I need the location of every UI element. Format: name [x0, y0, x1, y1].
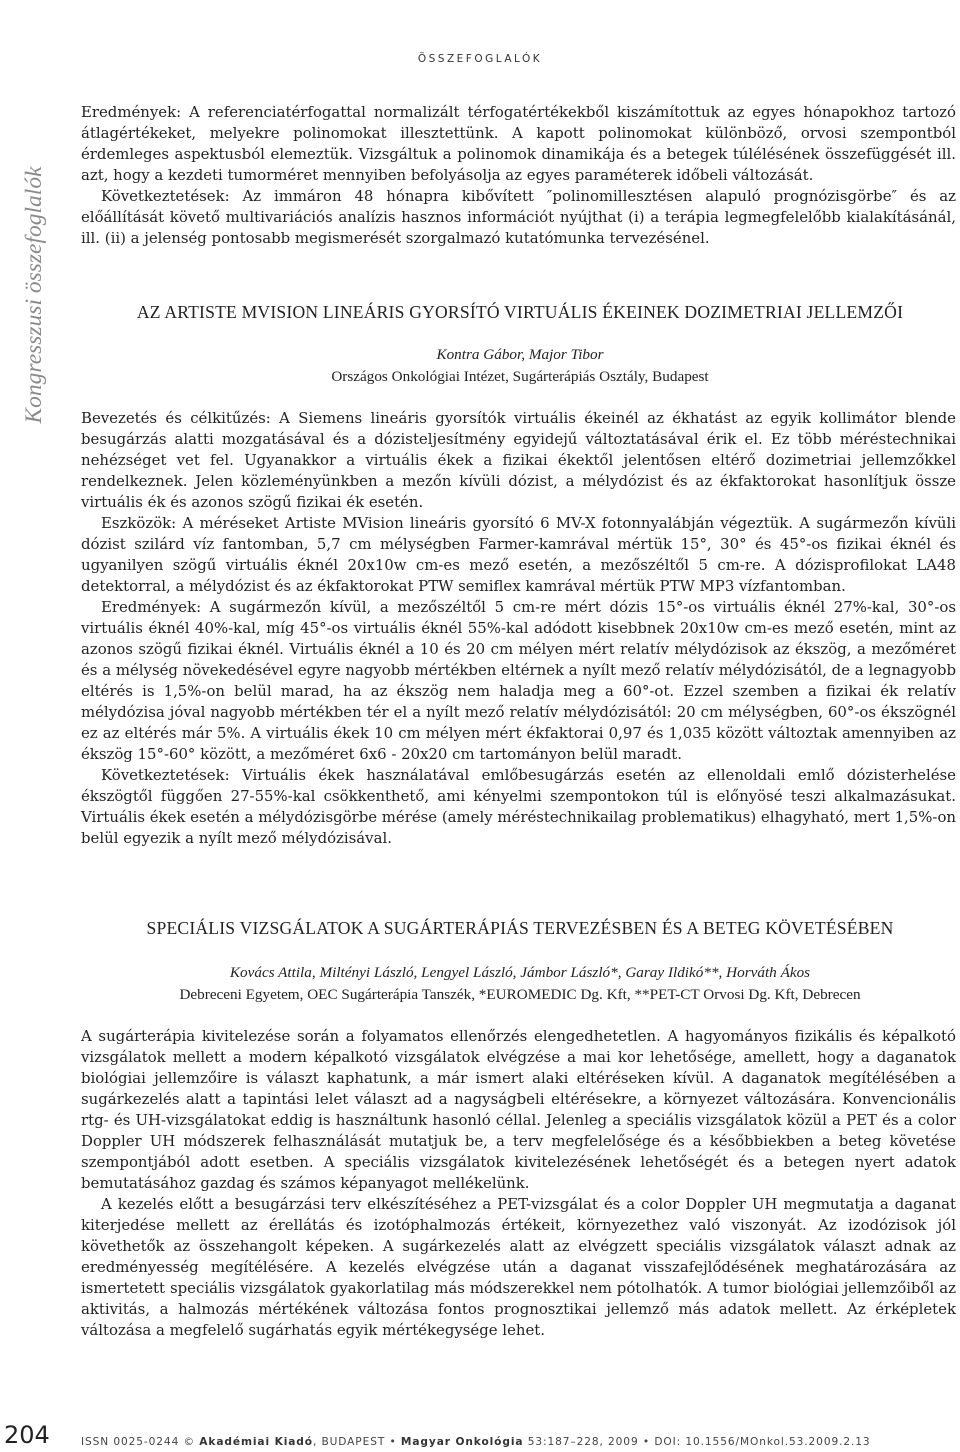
- article-2-affiliation: Országos Onkológiai Intézet, Sugárterápiás Osztály, Budapest: [331, 368, 709, 385]
- running-head: ÖSSZEFOGLALÓK: [417, 53, 543, 65]
- page-number: 204: [4, 1421, 50, 1449]
- footer-journal: Magyar Onkológia: [400, 1436, 524, 1448]
- article-2-paragraph-conclusions: Következtetések: Virtuális ékek használatával emlőbesugárzás esetén az ellenoldali emlő dózisterhelése ékszögtől függően 27-55%-kal csökkenthető, ami kényelmi szempontokon túl is előnyösé teszi alkalmazásukat. Virtuális ékek esetén a mélydózisgörbe mérése (amely méréstechnikailag problematikus) elhagyható, mert 1,5%-on belül egyezik a nyílt mező mélydózisával.: [81, 766, 956, 847]
- article-2-paragraph-results: Eredmények: A sugármezőn kívül, a mezőszéltől 5 cm-re mért dózis 15°-os virtuális éknél 27%-kal, 30°-os virtuális éknél 40%-kal, míg 45°-os virtuális éknél 55%-kal adódott kisebbnek 20x10w cm-es mező esetén, mint az azonos szögű fizikai éknél. Virtuális éknél a 10 és 20 cm mélyen mért relatív mélydózisok az ékszög, a mezőméret és a mélység növekedésével egyre nagyobb mértékben eltérnek a nyílt mező relatív mélydózisától, de a legnagyobb eltérés is 1,5%-on belül marad, ha az ékszög nem haladja meg a 60°-ot. Ezzel szemben a fizikai ék relatív mélydózisa jóval nagyobb mértékben tér el a nyílt mező relatív mélydózisától: 20 cm mélységben, 60°-os ékszögnél ez az eltérés már 5%. A virtuális ékek 10 cm mélyen mért ékfaktorai 0,97 és 1,035 között változtak amennyiben az ékszög 15°-60° között, a mezőméret 6x6 - 20x20 cm tartományon belül maradt.: [81, 598, 956, 763]
- footer-issn: ISSN 0025-0244: [81, 1436, 180, 1448]
- bullet-icon: •: [389, 1436, 397, 1448]
- article-2-paragraph-methods: Eszközök: A méréseket Artiste MVision lineáris gyorsító 6 MV-X fotonnyalábján végeztük. A sugármezőn kívüli dózist szilárd víz fantomban, 5,7 cm mélységben Farmer-kamrával mértük 15°, 30° és 45°-os fizikai éknél és ugyanilyen szögű virtuális éknél 20x10w cm-es mező esetén, a mezőszéltől 5 cm-re. A dózisprofilokat LA48 detektorral, a mélydózist és az ékfaktorokat PTW semiflex kamrával mértük PTW MP3 vízfantomban.: [81, 514, 956, 595]
- footer-citation: [81, 1436, 957, 1448]
- article-3-paragraph-1: A sugárterápia kivitelezése során a folyamatos ellenőrzés elengedhetetlen. A hagyományos fizikális és képalkotó vizsgálatok mellett a modern képalkotó vizsgálatok elvégzése a mai kor lehetősége, amellett, hogy a daganatok biológiai jellemzőire is választ kaphatunk, a már ismert alaki eltéréseken kívül. A daganatok megítélésében a sugárkezelés alatt a tapintási lelet választ ad a nagyságbeli eltérésekre, a környezet változására. Konvencionális rtg- és UH-vizsgálatokat eddig is használtunk hasonló céllal. Jelenleg a speciális vizsgálatok közül a PET és a color Doppler UH módszerek felhasználását mutatjuk be, a terv megfelelősége és a későbbiekben a beteg követése szempontjából adott esetben. A speciális vizsgálatok kivitelezésének lehetőségét és a betegen nyert adatok bemutatásához gazdag és számos képanyagot mellékelünk.: [81, 1027, 956, 1192]
- footer-publisher: Akadémiai Kiadó: [199, 1436, 313, 1448]
- footer-city: , BUDAPEST: [312, 1436, 386, 1448]
- article-2-authors: Kontra Gábor, Major Tibor: [436, 346, 604, 363]
- side-title: Kongresszusi összefoglalók: [21, 166, 47, 424]
- article-1-paragraph-conclusions: Következtetések: Az immáron 48 hónapra kibővített ″polinomillesztésen alapuló prognózisgörbe″ és az előállítását követő multivariációs analízis hasznos információt nyújthat (i) a terápia legmegfelelőbb kialakításánál, ill. (ii) a jelenség pontosabb megismerését szorgalmazó kutatómunka tervezésénel.: [81, 187, 956, 247]
- footer-doi: DOI: 10.1556/MOnkol.53.2009.2.13: [654, 1436, 871, 1448]
- article-3-body: [81, 1026, 956, 1341]
- article-1-body: [81, 102, 956, 249]
- footer-volume: 53:187–228, 2009: [527, 1436, 639, 1448]
- article-2-body: [81, 408, 956, 849]
- article-3-title: SPECIÁLIS VIZSGÁLATOK A SUGÁRTERÁPIÁS TERVEZÉSBEN ÉS A BETEG KÖVETÉSÉBEN: [146, 918, 894, 938]
- article-3-paragraph-2: A kezelés előtt a besugárzási terv elkészítéséhez a PET-vizsgálat és a color Doppler UH megmutatja a daganat kiterjedése mellett az érellátás és izotóphalmozás értékeit, környezethez való viszonyát. Az izodózisok jól követhetők az összehangolt képeken. A sugárkezelés alatt az elvégzett speciális vizsgálatok választ adnak az eredményesség megítélésére. A kezelés elvégzése után a daganat visszafejlődésének meghatározására az ismertetett speciális vizsgálatok gyakorlatilag más módszerekkel nem pótolhatók. A tumor biológiai jellemzőiből az aktivitás, a halmozás mértékének változása fontos prognosztikai jellemző más adatok mellett. Az érképletek változása a megfelelő sugárhatás egyik mértékegysége lehet.: [81, 1195, 956, 1339]
- article-2-title: AZ ARTISTE MVISION LINEÁRIS GYORSÍTÓ VIRTUÁLIS ÉKEINEK DOZIMETRIAI JELLEMZŐI: [136, 302, 904, 322]
- side-title-container: [17, 150, 51, 440]
- copyright-icon: ©: [183, 1436, 195, 1448]
- bullet-icon: •: [642, 1436, 651, 1448]
- article-3-affiliation: Debreceni Egyetem, OEC Sugárterápia Tanszék, *EUROMEDIC Dg. Kft, **PET-CT Orvosi Dg. Kft, Debrecen: [179, 986, 861, 1003]
- article-1-paragraph-results: Eredmények: A referenciatérfogattal normalizált térfogatértékekből kiszámítottuk az egyes hónapokhoz tartozó átlagértékeket, melyekre polinomokat illesztettünk. A kapott polinomokat különböző, orvosi szempontból érdemleges aspektusból elemeztük. Vizsgáltuk a polinomok dinamikája és a betegek túlélésének összefüggését ill. azt, hogy a kezdeti tumorméret mennyiben befolyásolja az egyes paraméterek időbeli változását.: [81, 103, 956, 184]
- article-3-authors: Kovács Attila, Miltényi László, Lengyel László, Jámbor László*, Garay Ildikó**, Horváth Ákos: [229, 964, 811, 981]
- article-2-paragraph-introduction: Bevezetés és célkitűzés: A Siemens lineáris gyorsítók virtuális ékeinél az ékhatást az egyik kollimátor blende besugárzás alatti mozgatásával és a dózisteljesítmény egyidejű változtatásával érik el. Ez több méréstechnikai nehézséget vet fel. Ugyanakkor a virtuális ékek a fizikai ékektől jelentősen eltérő dozimetriai jellemzőkkel rendelkeznek. Jelen közleményünkben a mezőn kívüli dózist, a mélydózist és az ékfaktorokat hasonlítjuk össze virtuális ék és azonos szögű fizikai ék esetén.: [81, 409, 956, 511]
